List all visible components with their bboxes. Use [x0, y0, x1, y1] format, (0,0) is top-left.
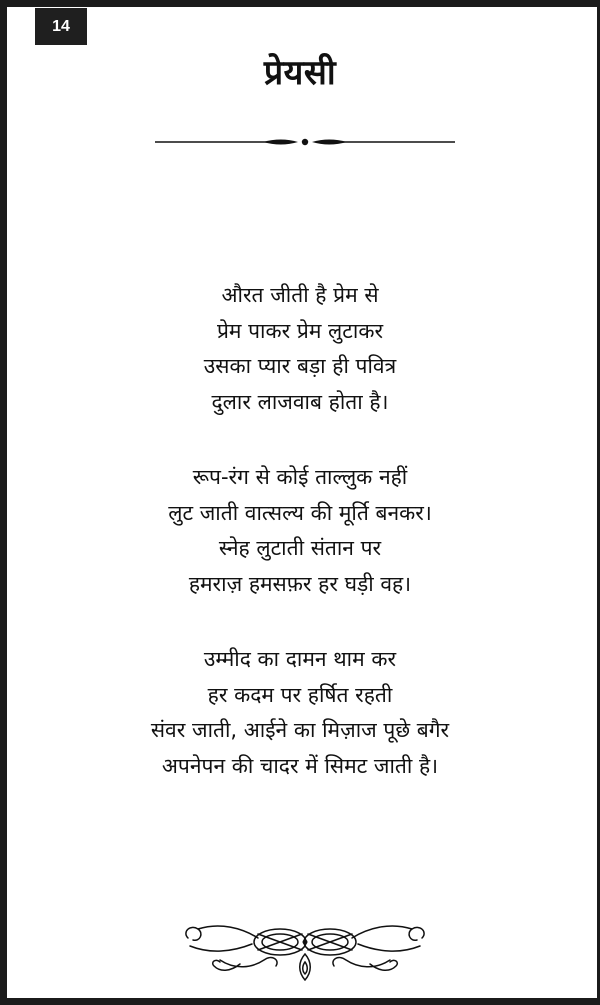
- scroll-ornament-icon: [180, 916, 430, 986]
- poem-line: संवर जाती, आईने का मिज़ाज पूछे बगैर: [150, 718, 450, 742]
- poem-line: अपनेपन की चादर में सिमट जाती है।: [161, 753, 439, 778]
- poem-title: प्रेयसी: [263, 53, 337, 93]
- page-number-badge: [35, 8, 87, 45]
- poem-line: उम्मीद का दामन थाम कर: [203, 647, 397, 671]
- ornamental-divider-icon: [155, 132, 455, 152]
- poem-line: रूप-रंग से कोई ताल्लुक नहीं: [192, 465, 408, 489]
- stanza: [0, 278, 600, 420]
- poem-line: दुलार लाजवाब होता है।: [211, 389, 389, 414]
- poem-line: लुट जाती वात्सल्य की मूर्ति बनकर।: [168, 500, 432, 525]
- poem-line: हमराज़ हमसफ़र हर घड़ी वह।: [188, 571, 412, 596]
- poem-line: हर कदम पर हर्षित रहती: [207, 682, 393, 707]
- page-number: 14: [52, 17, 70, 35]
- stanza: [0, 460, 600, 602]
- poem-body: [0, 278, 600, 824]
- poem-line: स्नेह लुटाती संतान पर: [218, 536, 382, 560]
- poem-line: प्रेम पाकर प्रेम लुटाकर: [216, 318, 384, 343]
- poem-line: उसका प्यार बड़ा ही पवित्र: [203, 354, 397, 378]
- poem-line: औरत जीती है प्रेम से: [221, 283, 379, 307]
- stanza: [0, 642, 600, 784]
